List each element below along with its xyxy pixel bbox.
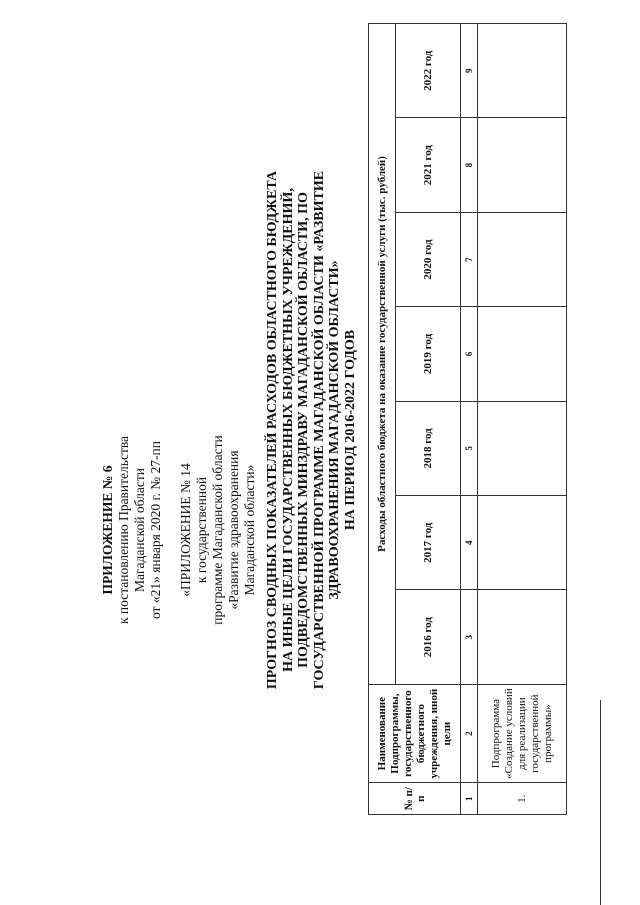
- column-header-year: 2020 год: [396, 212, 461, 306]
- column-header-year: 2018 год: [396, 401, 461, 495]
- index-cell: 3: [461, 590, 478, 684]
- appendix-block: [100, 380, 258, 680]
- value-cell: [478, 496, 567, 590]
- title-line: ГОСУДАРСТВЕННОЙ ПРОГРАММЕ МАГАДАНСКОЙ ОБЛАСТИ «РАЗВИТИЕ: [311, 170, 327, 690]
- index-cell: 1: [461, 783, 478, 815]
- row-number: 1.: [478, 783, 567, 815]
- table-row: [478, 24, 567, 815]
- value-cell: [478, 307, 567, 401]
- index-row: [461, 24, 478, 815]
- title-line: НА ПЕРИОД 2016-2022 ГОДОВ: [342, 329, 358, 531]
- value-cell: [478, 590, 567, 684]
- appendix-line: «ПРИЛОЖЕНИЕ № 14: [178, 463, 193, 597]
- column-header-year: 2022 год: [396, 24, 461, 118]
- title-line: НА ИНЫЕ ЦЕЛИ ГОСУДАРСТВЕННЫХ БЮДЖЕТНЫХ УЧРЕЖДЕНИЙ,: [280, 188, 296, 672]
- value-cell: [478, 212, 567, 306]
- appendix-number: ПРИЛОЖЕНИЕ № 6: [100, 465, 115, 595]
- column-header-year: 2017 год: [396, 496, 461, 590]
- column-header-year: 2016 год: [396, 590, 461, 684]
- title-line: ЗДРАВООХРАНЕНИЯ МАГАДАНСКОЙ ОБЛАСТИ»: [327, 260, 342, 600]
- index-cell: 5: [461, 401, 478, 495]
- appendix-line: Магаданской области»: [242, 464, 257, 596]
- expenses-table: [368, 23, 567, 815]
- value-cell: [478, 24, 567, 118]
- footer-rule: [600, 700, 601, 905]
- index-cell: 7: [461, 212, 478, 306]
- appendix-line: к государственной: [194, 476, 209, 584]
- column-group-header: Расходы областного бюджета на оказание государственной услуги (тыс. рублей): [369, 24, 396, 685]
- index-cell: 2: [461, 684, 478, 782]
- index-cell: 6: [461, 307, 478, 401]
- column-header-year: 2019 год: [396, 307, 461, 401]
- index-cell: 9: [461, 24, 478, 118]
- document-title: [265, 170, 358, 690]
- value-cell: [478, 118, 567, 212]
- value-cell: [478, 401, 567, 495]
- appendix-line: «Развитие здравоохранения: [226, 450, 241, 610]
- appendix-line: программе Магаданской области: [210, 435, 225, 625]
- column-header-year: 2021 год: [396, 118, 461, 212]
- index-cell: 8: [461, 118, 478, 212]
- column-header-name: Наименование Подпрограммы, государственного бюджетного учреждения, иной цели: [369, 684, 461, 782]
- row-name: Подпрограмма «Создание условий для реализации государственной программы»: [478, 684, 567, 782]
- appendix-line: от «21» января 2020 г. № 27-пп: [148, 440, 163, 620]
- appendix-line: Магаданской области: [132, 468, 147, 592]
- appendix-line: к постановлению Правительства: [116, 435, 131, 625]
- title-line: ПОДВЕДОМСТВЕННЫХ МИНЗДРАВУ МАГАДАНСКОЙ ОБЛАСТИ, ПО: [296, 192, 311, 668]
- index-cell: 4: [461, 496, 478, 590]
- column-header-number: № п/п: [369, 783, 461, 815]
- title-line: ПРОГНОЗ СВОДНЫХ ПОКАЗАТЕЛЕЙ РАСХОДОВ ОБЛАСТНОГО БЮДЖЕТА: [265, 170, 280, 690]
